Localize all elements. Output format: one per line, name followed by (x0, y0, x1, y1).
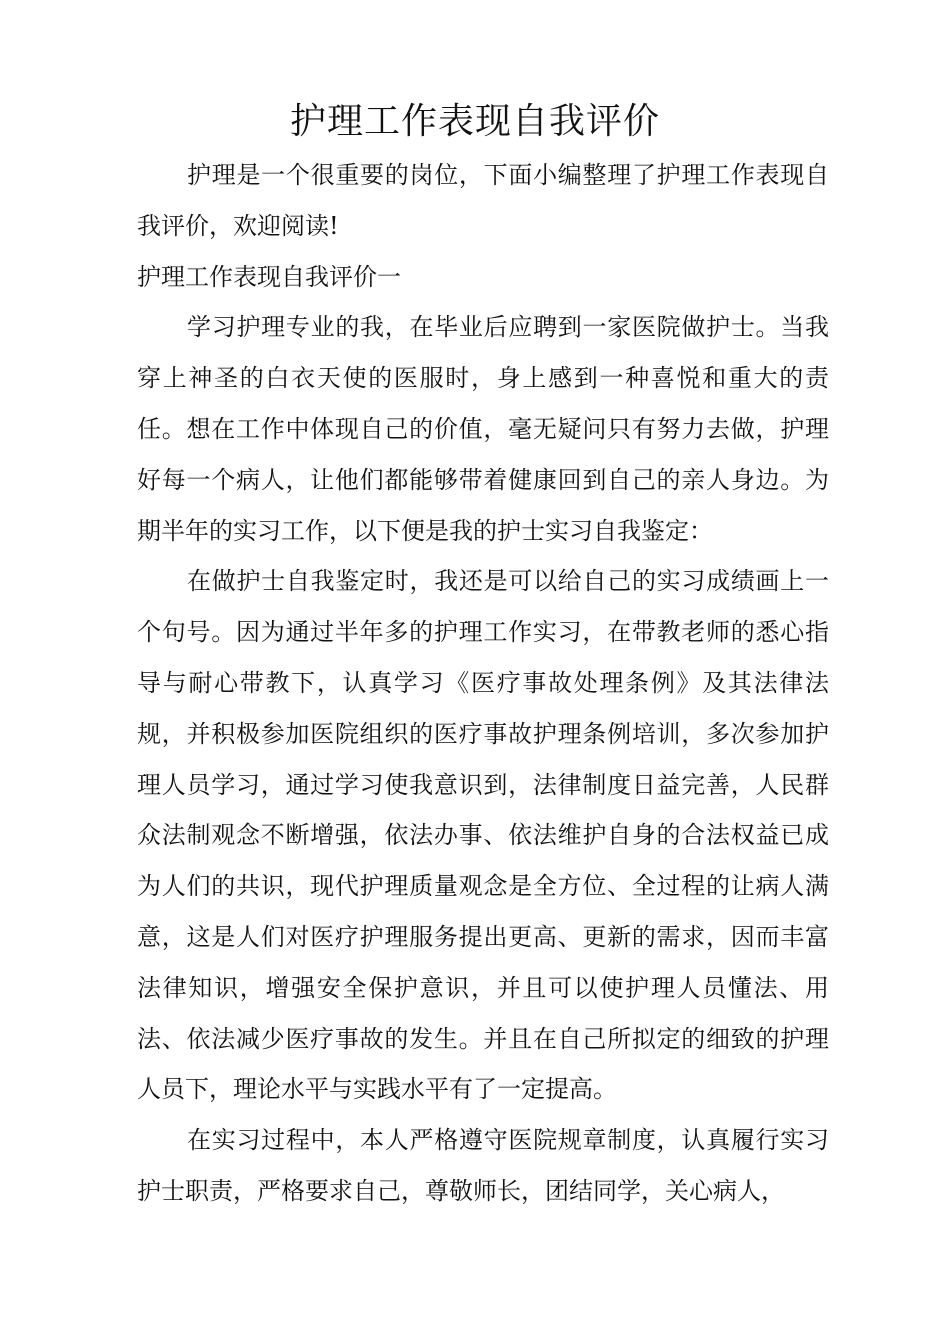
intro-paragraph: 护理是一个很重要的岗位，下面小编整理了护理工作表现自我评价，欢迎阅读! (137, 161, 829, 240)
body-paragraph-2: 在做护士自我鉴定时，我还是可以给自己的实习成绩画上一个句号。因为通过半年多的护理工作实习，在带教老师的悉心指导与耐心带教下，认真学习《医疗事故处理条例》及其法律法规，并积极参加医院组织的医疗事故护理条例培训，多次参加护理人员学习，通过学习使我意识到，法律制度日益完善，人民群众法制观念不断增强，依法办事、依法维护自身的合法权益已成为人们的共识，现代护理质量观念是全方位、全过程的让病人满意，这是人们对医疗护理服务提出更高、更新的需求，因而丰富法律知识，增强安全保护意识，并且可以使护理人员懂法、用法、依法减少医疗事故的发生。并且在自己所拟定的细致的护理人员下，理论水平与实践水平有了一定提高。 (137, 567, 829, 1104)
section-heading: 护理工作表现自我评价一 (137, 262, 401, 291)
body-paragraph-3: 在实习过程中，本人严格遵守医院规章制度，认真履行实习护士职责，严格要求自己，尊敬师长，团结同学，关心病人， (137, 1126, 829, 1205)
body-paragraph-1: 学习护理专业的我，在毕业后应聘到一家医院做护士。当我穿上神圣的白衣天使的医服时，身上感到一种喜悦和重大的责任。想在工作中体现自己的价值，毫无疑问只有努力去做，护理好每一个病人，让他们都能够带着健康回到自己的亲人身边。为期半年的实习工作，以下便是我的护士实习自我鉴定： (137, 313, 829, 545)
document-title: 护理工作表现自我评价 (289, 101, 660, 142)
document-body (137, 150, 829, 1217)
